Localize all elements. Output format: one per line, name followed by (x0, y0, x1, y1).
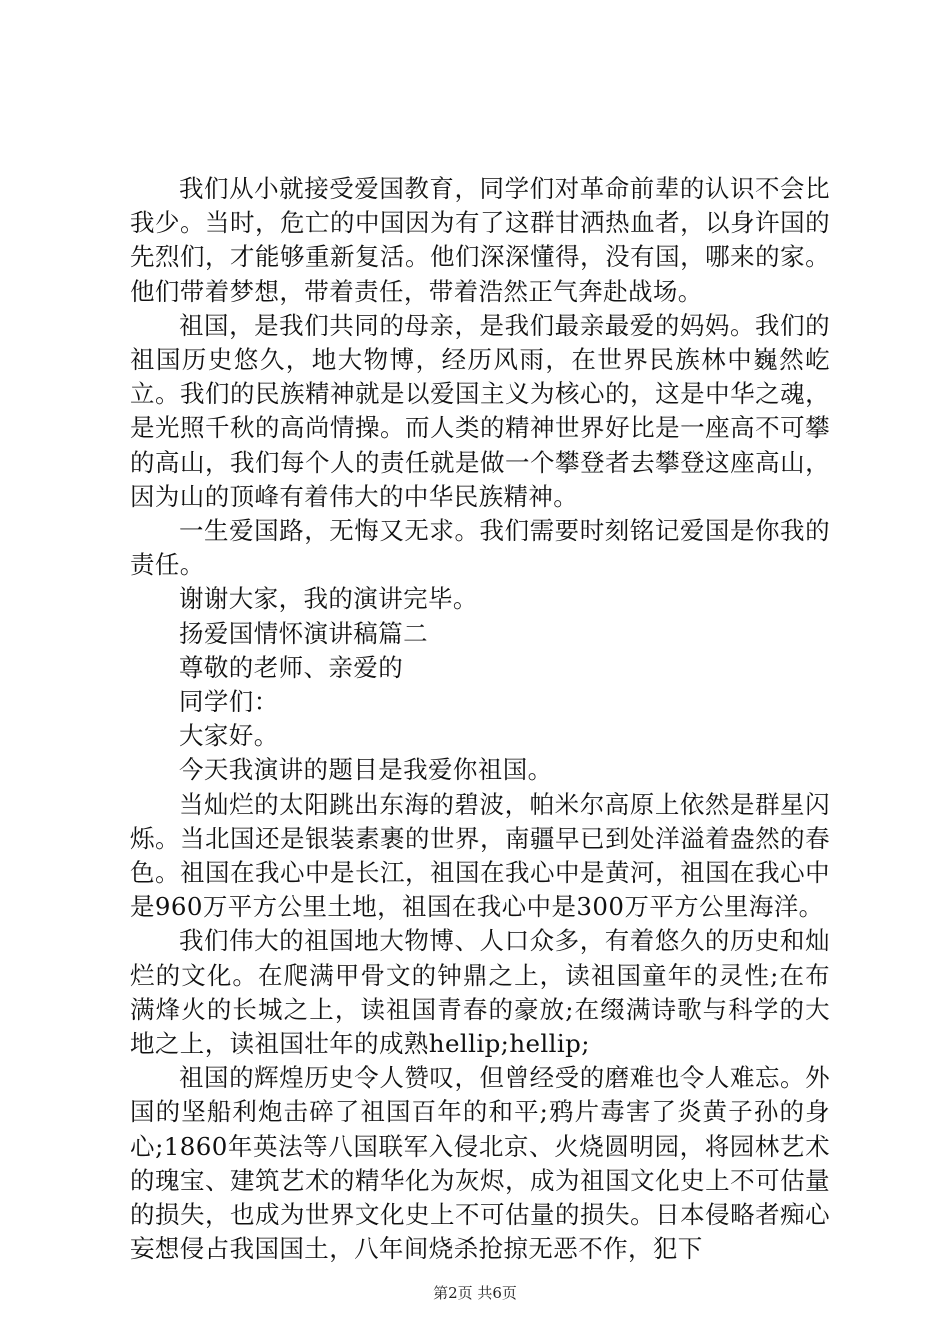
greeting: 大家好。 (179, 721, 279, 751)
page-number: 第2页 共6页 (433, 1284, 517, 1302)
paragraph-11: 我们伟大的祖国地大物博、人口众多，有着悠久的历史和灿烂的文化。在爬满甲骨文的钟鼎之上，读祖国童年的灵性;在布满烽火的长城之上，读祖国青春的豪放;在缀满诗歌与科学的大地之上，读祖国壮年的成熟hellip;hellip; (130, 926, 830, 1059)
paragraph-3: 一生爱国路，无悔又无求。我们需要时刻铭记爱国是你我的责任。 (130, 516, 830, 580)
paragraph-1: 我们从小就接受爱国教育，同学们对革命前辈的认识不会比我少。当时，危亡的中国因为有了这群甘洒热血者，以身许国的先烈们，才能够重新复活。他们深深懂得，没有国，哪来的家。他们带着梦想，带着责任，带着浩然正气奔赴战场。 (130, 174, 830, 306)
paragraph-12: 祖国的辉煌历史令人赞叹，但曾经受的磨难也令人难忘。外国的坚船利炮击碎了祖国百年的和平;鸦片毒害了炎黄子孙的身心;1860年英法等八国联军入侵北京、火烧圆明园，将园林艺术的瑰宝、建筑艺术的精华化为灰烬，成为祖国文化史上不可估量的损失，也成为世界文化史上不可估量的损失。日本侵略者痴心妄想侵占我国国土，八年间烧杀抢掠无恶不作，犯下 (130, 1063, 830, 1264)
salutation: 尊敬的老师、亲爱的 (179, 652, 404, 682)
paragraph-10: 当灿烂的太阳跳出东海的碧波，帕米尔高原上依然是群星闪烁。当北国还是银装素裹的世界，南疆早已到处洋溢着盎然的春色。祖国在我心中是长江，祖国在我心中是黄河，祖国在我心中是960万平方公里土地，祖国在我心中是300万平方公里海洋。 (130, 789, 830, 922)
salutation-cont: 同学们： (179, 687, 279, 717)
paragraph-2: 祖国，是我们共同的母亲，是我们最亲最爱的妈妈。我们的祖国历史悠久，地大物博，经历风雨，在世界民族林中巍然屹立。我们的民族精神就是以爱国主义为核心的，这是中华之魂，是光照千秋的高尚情操。而人类的精神世界好比是一座高不可攀的高山，我们每个人的责任就是做一个攀登者去攀登这座高山，因为山的顶峰有着伟大的中华民族精神。 (130, 310, 830, 511)
paragraph-4: 谢谢大家，我的演讲完毕。 (179, 584, 478, 614)
document-body (130, 172, 830, 1267)
section-title: 扬爱国情怀演讲稿篇二 (179, 618, 428, 648)
speech-topic: 今天我演讲的题目是我爱你祖国。 (179, 755, 553, 785)
